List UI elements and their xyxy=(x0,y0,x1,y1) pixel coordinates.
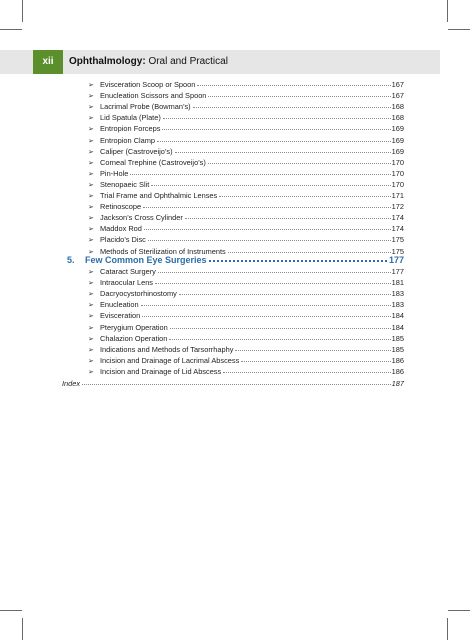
crop-mark xyxy=(22,618,23,640)
dot-leader xyxy=(179,288,391,295)
book-title-rest: Oral and Practical xyxy=(145,56,228,67)
dot-leader xyxy=(130,168,390,175)
toc-entry-page: 181 xyxy=(391,278,404,288)
arrow-bullet-icon: ➢ xyxy=(88,226,94,234)
toc-entry-label: Dacryocystorhinostomy xyxy=(100,289,177,299)
toc-entry-page: 174 xyxy=(391,213,404,223)
crop-mark xyxy=(22,0,23,22)
toc-entry-label: Pin-Hole xyxy=(100,168,129,178)
running-header-title xyxy=(69,50,228,74)
toc-entry-page: 168 xyxy=(391,102,404,112)
page-number: xii xyxy=(42,56,54,67)
dot-leader xyxy=(185,212,391,219)
toc-entry-label: Evisceration xyxy=(100,311,141,321)
toc-entry-page: 169 xyxy=(391,135,404,145)
toc-entry-page: 186 xyxy=(391,366,404,376)
toc-entry-page: 170 xyxy=(391,179,404,189)
dot-leader xyxy=(208,157,391,164)
index-label: Index xyxy=(62,379,81,388)
toc-entry-page: 185 xyxy=(391,333,404,343)
toc-entry-page: 184 xyxy=(391,311,404,321)
crop-mark xyxy=(0,610,22,611)
toc-entry-label: Indications and Methods of Tarsorrhaphy xyxy=(100,344,234,354)
arrow-bullet-icon: ➢ xyxy=(88,302,94,310)
toc-entry[interactable] xyxy=(88,367,404,378)
arrow-bullet-icon: ➢ xyxy=(88,215,94,223)
dot-leader xyxy=(170,322,391,329)
dot-leader xyxy=(155,277,391,284)
crop-mark xyxy=(447,0,448,22)
toc-entry-label: Enucleation xyxy=(100,300,139,310)
dot-leader xyxy=(151,179,390,186)
dot-leader xyxy=(157,135,391,142)
toc-entry-page: 169 xyxy=(391,124,404,134)
toc-entry-page: 167 xyxy=(391,91,404,101)
arrow-bullet-icon: ➢ xyxy=(88,313,94,321)
page-number-tab xyxy=(33,50,63,74)
dot-leader xyxy=(163,112,391,119)
dot-leader xyxy=(82,378,391,385)
toc-entry-label: Placido’s Disc xyxy=(100,235,146,245)
arrow-bullet-icon: ➢ xyxy=(88,269,94,276)
toc-entry-label: Jackson’s Cross Cylinder xyxy=(100,213,183,223)
arrow-bullet-icon: ➢ xyxy=(88,324,94,332)
toc-entry-page: 183 xyxy=(391,300,404,310)
toc-entry-page: 175 xyxy=(391,235,404,245)
dot-leader xyxy=(235,344,390,351)
arrow-bullet-icon: ➢ xyxy=(88,93,94,101)
chapter-page: 177 xyxy=(388,255,404,265)
index-entry[interactable] xyxy=(62,379,404,389)
toc-entry-page: 170 xyxy=(391,168,404,178)
arrow-bullet-icon: ➢ xyxy=(88,291,94,299)
toc-entry-page: 167 xyxy=(391,80,404,89)
arrow-bullet-icon: ➢ xyxy=(88,237,94,245)
toc-entry-label: Intraocular Lens xyxy=(100,278,153,288)
dot-leader xyxy=(142,310,390,317)
toc-entry-page: 168 xyxy=(391,113,404,123)
toc-entry-page: 185 xyxy=(391,344,404,354)
toc-entry-label: Corneal Trephine (Castroveijo’s) xyxy=(100,157,206,167)
arrow-bullet-icon: ➢ xyxy=(88,137,94,145)
toc-entry-label: Pterygium Operation xyxy=(100,322,168,332)
toc-entry-page: 175 xyxy=(391,246,404,256)
toc-entry-label: Caliper (Castroveijo’s) xyxy=(100,146,173,156)
arrow-bullet-icon: ➢ xyxy=(88,346,94,354)
arrow-bullet-icon: ➢ xyxy=(88,280,94,288)
toc-entry-label: Entropion Clamp xyxy=(100,135,156,145)
dot-leader xyxy=(197,79,390,86)
toc-entry-label: Incision and Drainage of Lid Abscess xyxy=(100,366,222,376)
dot-leader xyxy=(175,146,391,153)
toc-entry-page: 186 xyxy=(391,355,404,365)
toc-entry-label: Stenopaeic Slit xyxy=(100,179,150,189)
toc-entry-page: 172 xyxy=(391,202,404,212)
toc-entry-label: Cataract Surgery xyxy=(100,267,156,276)
toc-entry-label: Maddox Rod xyxy=(100,224,142,234)
dot-leader xyxy=(141,299,391,306)
dot-leader xyxy=(219,190,390,197)
crop-mark xyxy=(447,618,448,640)
toc-entry-page: 169 xyxy=(391,146,404,156)
toc-entry-label: Evisceration Scoop or Spoon xyxy=(100,80,196,89)
toc-entry-page: 184 xyxy=(391,322,404,332)
arrow-bullet-icon: ➢ xyxy=(88,181,94,189)
dot-leader xyxy=(158,266,391,273)
arrow-bullet-icon: ➢ xyxy=(88,82,94,89)
arrow-bullet-icon: ➢ xyxy=(88,148,94,156)
dot-leader xyxy=(144,223,391,230)
arrow-bullet-icon: ➢ xyxy=(88,104,94,112)
index-page: 187 xyxy=(391,379,404,388)
arrow-bullet-icon: ➢ xyxy=(88,126,94,134)
toc-entry-label: Chalazion Operation xyxy=(100,333,168,343)
crop-mark xyxy=(448,610,470,611)
toc-entry-page: 174 xyxy=(391,224,404,234)
toc-entry-page: 170 xyxy=(391,157,404,167)
arrow-bullet-icon: ➢ xyxy=(88,204,94,212)
toc-entry-label: Methods of Sterilization of Instruments xyxy=(100,246,226,256)
arrow-bullet-icon: ➢ xyxy=(88,115,94,123)
arrow-bullet-icon: ➢ xyxy=(88,159,94,167)
crop-mark xyxy=(0,29,22,30)
book-title-bold: Ophthalmology: xyxy=(69,56,146,67)
chapter-title: Few Common Eye Surgeries xyxy=(85,255,207,265)
toc-entry-label: Incision and Drainage of Lacrimal Abscess xyxy=(100,355,240,365)
toc-entry-label: Entropion Forceps xyxy=(100,124,161,134)
arrow-bullet-icon: ➢ xyxy=(88,335,94,343)
dot-leader xyxy=(228,246,391,253)
toc-entry-label: Retinoscope xyxy=(100,202,142,212)
toc-entry-page: 177 xyxy=(391,267,404,276)
toc-entry-label: Enucleation Scissors and Spoon xyxy=(100,91,207,101)
dot-leader xyxy=(208,90,390,97)
dot-leader xyxy=(169,333,390,340)
crop-mark xyxy=(448,29,470,30)
toc-entry-label: Trial Frame and Ophthalmic Lenses xyxy=(100,191,218,200)
dot-leader xyxy=(241,355,390,362)
toc-entry-page: 171 xyxy=(391,191,404,200)
dot-leader xyxy=(148,234,391,241)
dot-leader xyxy=(223,366,390,373)
dot-leader xyxy=(143,201,391,208)
arrow-bullet-icon: ➢ xyxy=(88,248,94,256)
dot-leader xyxy=(193,101,391,108)
arrow-bullet-icon: ➢ xyxy=(88,193,94,200)
dot-leader xyxy=(162,123,390,130)
arrow-bullet-icon: ➢ xyxy=(88,368,94,376)
dot-leader xyxy=(209,253,387,262)
toc-entry-label: Lid Spatula (Plate) xyxy=(100,113,161,123)
chapter-number: 5. xyxy=(67,255,75,265)
arrow-bullet-icon: ➢ xyxy=(88,357,94,365)
arrow-bullet-icon: ➢ xyxy=(88,170,94,178)
toc-entry-label: Lacrimal Probe (Bowman’s) xyxy=(100,102,191,112)
chapter-heading[interactable] xyxy=(67,253,404,267)
toc-entry-page: 183 xyxy=(391,289,404,299)
